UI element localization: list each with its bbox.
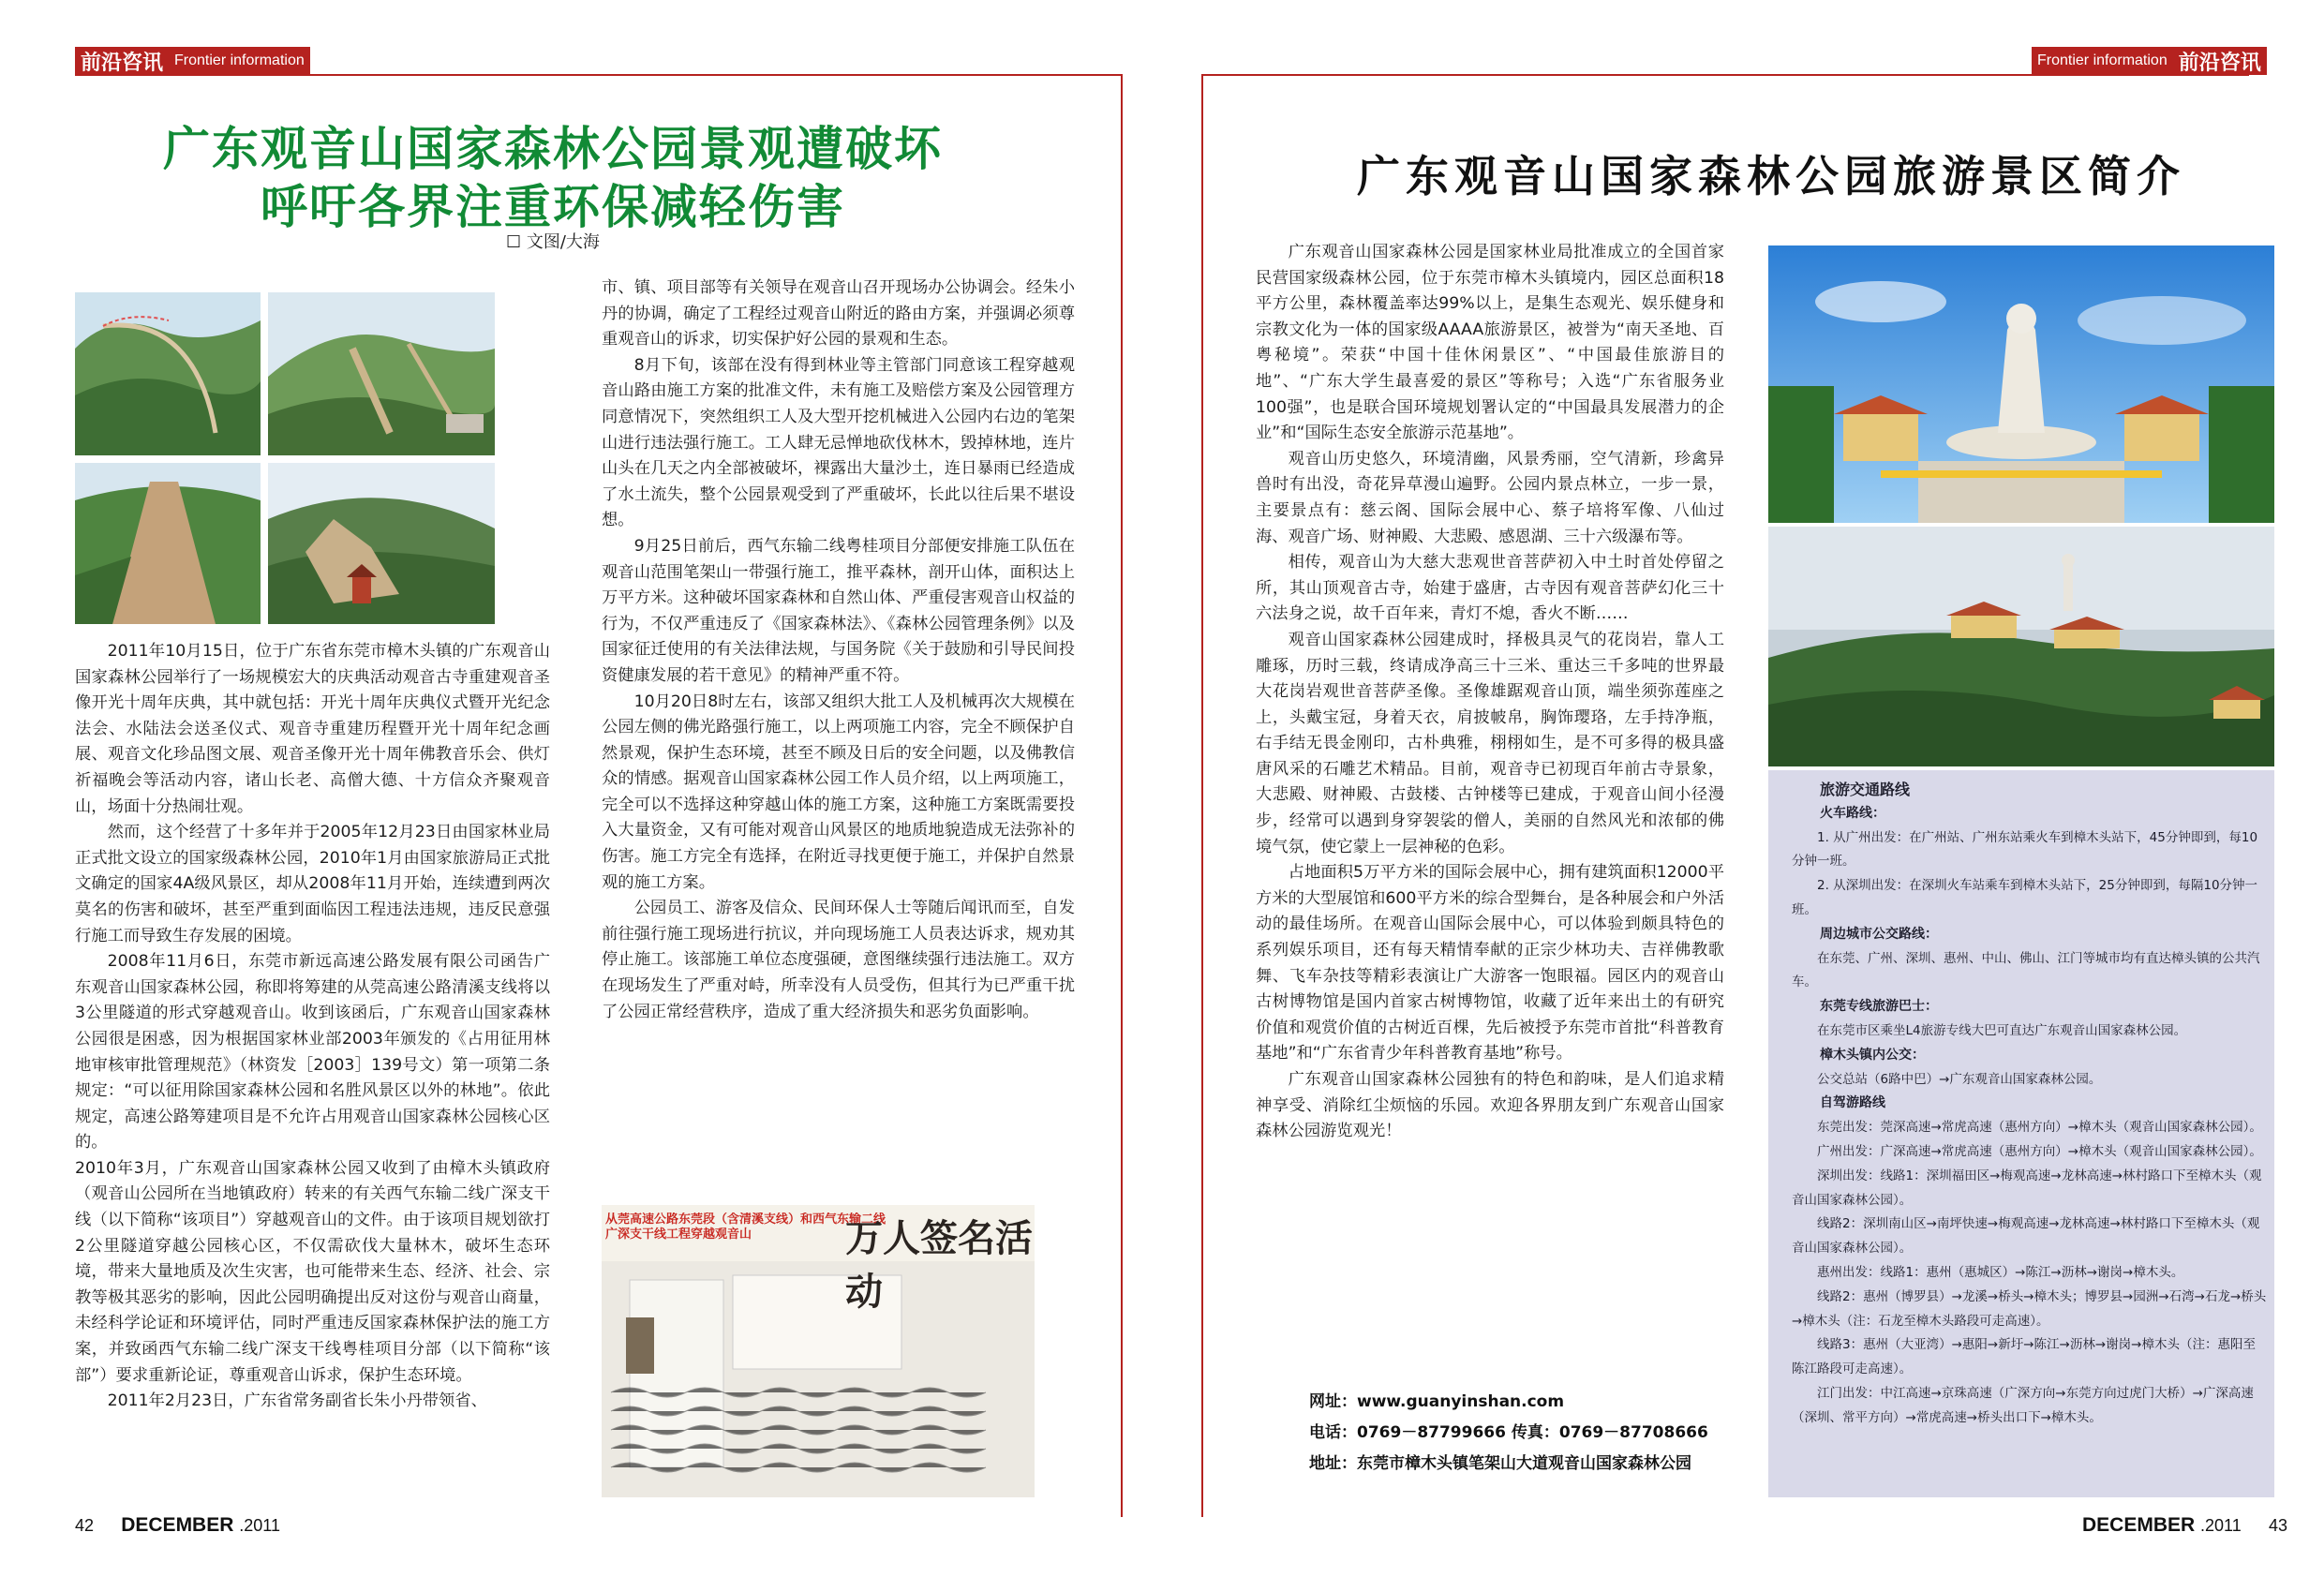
sz-drive-1: 深圳出发：线路1：深圳福田区→梅观高速→龙林高速→林村路口下至樟木头（观音山国家森林公园）。	[1792, 1168, 2262, 1208]
left-col2-para-4: 10月20日8时左右，该部又组织大批工人及机械再次大规模在公园左侧的佛光路强行施工，以上两项施工内容，完全不顾保护自然景观，保护生态环境，甚至不顾及日后的安全问题，以及佛教信众的情感。据观音山国家森林公园工作人员介绍，以上两项施工，完全可以不选择这种穿越山体的施工方案，这种施工方案既需要投入大量资金，又有可能对观音山风景区的地质地貌造成无法弥补的伤害。施工方完全有选择，在附近寻找更便于施工，并保护自然景观的施工方案。	[602, 692, 1075, 892]
right-footer-year: .2011	[2200, 1516, 2242, 1535]
transport-info	[1792, 778, 2268, 1431]
right-para-2: 观音山历史悠久，环境清幽，风景秀丽，空气清新，珍禽异兽时有出没，奇花异草漫山遍野。公园内景点林立，一步一景，主要景点有：慈云阁、国际会展中心、蔡子培将军像、八仙过海、观音广场、财神殿、大悲殿、感恩湖、三十六级瀑布等。	[1256, 449, 1724, 546]
left-header-rule	[75, 74, 1123, 76]
left-footer	[75, 1514, 280, 1537]
hz-drive-3: 线路3：惠州（大亚湾）→惠阳→新圩→陈江→沥林→谢岗→樟木头（注：惠阳至陈江路段可走高速）。	[1792, 1337, 2256, 1377]
contact-address: 地址：东莞市樟木头镇笔架山大道观音山国家森林公园	[1309, 1454, 1691, 1473]
left-column-2	[602, 275, 1075, 1025]
right-para-4: 观音山国家森林公园建成时，择极具灵气的花岗岩，靠人工雕琢，历时三载，终请成净高三十三米、重达三千多吨的世界最大花岗岩观世音菩萨圣像。圣像雄踞观音山顶，端坐须弥莲座之上，头戴宝冠，身着天衣，肩披帔帛，胸饰璎珞，左手持净瓶，右手结无畏金刚印，古朴典雅，栩栩如生，是不可多得的极具盛唐风采的石雕艺术精品。目前，观音寺已初现百年前古寺景象，大悲殿、财神殿、古鼓楼、古钟楼等已建成，于观音山间小径漫步，经常可以遇到身穿袈裟的僧人，美丽的自然风光和浓郁的佛境气氛，使它蒙上一层神秘的色彩。	[1256, 630, 1724, 856]
contact-info	[1309, 1387, 1708, 1480]
photo-guanyin-statue	[1768, 245, 2274, 523]
left-col1-para-4: 2010年3月，广东观音山国家森林公园又收到了由樟木头镇政府（观音山公园所在当地镇政府）转来的有关西气东输二线广深支干线（以下简称“该项目”）穿越观音山的文件。由于该项目规划欲打2公里隧道穿越公园核心区，不仅需砍伐大量林木，破坏生态环境，带来大量地质及次生灾害，也可能带来生态、经济、社会、宗教等极其恶劣的影响，因此公园明确提出反对这份与观音山商量，未经科学论证和环境评估，同时严重违反国家森林保护法的施工方案，并致函西气东输二线广深支干线粤桂项目分部（以下简称“该部”）要求重新论证，尊重观音山诉求，保护生态环境。	[75, 1158, 550, 1385]
dg-bus-text: 在东莞市区乘坐L4旅游专线大巴可直达广东观音山国家森林公园。	[1817, 1022, 2187, 1038]
drive-heading: 自驾游路线	[1820, 1095, 1885, 1111]
jm-drive: 江门出发：中江高速→京珠高速（广深方向→东莞方向过虎门大桥）→广深高速（深圳、常平方向）→常虎高速→桥头出口下→樟木头。	[1792, 1385, 2254, 1425]
train-route-1: 1. 从广州出发：在广州站、广州东站乘火车到樟木头站下，45分钟即到，每10分钟一班。	[1792, 829, 2258, 870]
transport-title: 旅游交通路线	[1820, 781, 1911, 798]
train-route-2: 2. 从深圳出发：在深圳火车站乘车到樟木头站下，25分钟即到，每隔10分钟一班。	[1792, 878, 2258, 917]
left-footer-year: .2011	[239, 1516, 280, 1535]
left-column-1	[75, 639, 550, 1415]
left-col1-para-2: 然而，这个经营了十多年并于2005年12月23日由国家林业局正式批文设立的国家级森林公园，2010年1月由国家旅游局正式批文确定的国家4A级风景区，却从2008年11月开始，连续遭到两次莫名的伤害和破坏，甚至严重到面临因工程违法违规，违反民意强行施工而导致生存发展的困境。	[75, 823, 550, 945]
right-section-tag	[2032, 47, 2267, 75]
left-tag-zh: 前沿咨讯	[81, 51, 164, 75]
zmt-bus-text: 公交总站（6路中巴）→广东观音山国家森林公园。	[1817, 1071, 2102, 1087]
photo-signature-campaign	[602, 1205, 1035, 1497]
photo-dirt-road	[75, 463, 261, 624]
right-para-3: 相传，观音山为大慈大悲观世音菩萨初入中土时首处停留之所，其山顶观音古寺，始建于盛唐，古寺因有观音菩萨幻化三十六法身之说，故千百年来，青灯不熄，香火不断……	[1256, 553, 1724, 624]
contact-phone: 电话：0769－87799666 传真：0769－87708666	[1309, 1423, 1708, 1442]
train-heading: 火车路线：	[1820, 805, 1885, 821]
left-col2-para-2: 8月下旬，该部在没有得到林业等主管部门同意该工程穿越观音山路由施工方案的批准文件，未有施工及赔偿方案及公园管理方同意情况下，突然组织工人及大型开挖机械进入公园内右边的笔架山进行违法强行施工。工人肆无忌惮地砍伐林木，毁掉林地，连片山头在几天之内全部被破坏，裸露出大量沙土，连日暴雨已经造成了水土流失，整个公园景观受到了严重破坏，长此以往后果不堪设想。	[602, 355, 1075, 530]
signature-red-banner: 从莞高速公路东莞段（含清溪支线）和西气东输二线广深支干线工程穿越观音山	[605, 1213, 886, 1242]
left-footer-month: DECEMBER	[121, 1514, 234, 1536]
contact-website: 网址：www.guanyinshan.com	[1309, 1392, 1565, 1411]
right-footer	[2082, 1514, 2287, 1537]
right-para-5: 占地面积5万平方米的国际会展中心，拥有建筑面积12000平方米的大型展馆和600平方米的综合型舞台，是各种展会和户外活动的最佳场所。在观音山国际会展中心，可以体验到颇具特色的系列娱乐项目，还有每天精情奉献的正宗少林功夫、吉祥佛教歌舞、飞车杂技等精彩表演让广大游客一饱眼福。园区内的观音山古树博物馆是国内首家古树博物馆，收藏了近年来出土的有研究价值和观赏价值的古树近百棵，先后被授予东莞市首批“科普教育基地”和“广东省青少年科普教育基地”称号。	[1256, 863, 1724, 1064]
right-tag-zh: 前沿咨讯	[2178, 51, 2261, 75]
right-article-title: 广东观音山国家森林公园旅游景区简介	[1357, 151, 2185, 201]
dg-bus-heading: 东莞专线旅游巴士：	[1820, 999, 1938, 1015]
signature-big-text: 万人签名活动	[845, 1216, 1033, 1314]
right-text-column	[1256, 240, 1724, 1145]
right-para-1: 广东观音山国家森林公园是国家林业局批准成立的全国首家民营国家级森林公园，位于东莞市樟木头镇境内，园区总面积18平方公里，森林覆盖率达99%以上，是集生态观光、娱乐健身和宗教文化为一体的国家级AAAA旅游景区，被誉为“南天圣地、百粤秘境”。荣获“中国十佳休闲景区”、“中国最佳旅游目的地”、“广东大学生最喜爱的景区”等称号；入选“广东省服务业100强”，也是联合国环境规划署认定的“中国最具发展潜力的企业”和“国际生态安全旅游示范基地”。	[1256, 243, 1724, 443]
right-header-rule	[1201, 74, 2249, 76]
right-page-number: 43	[2268, 1516, 2287, 1535]
left-col2-para-5: 公园员工、游客及信众、民间环保人士等随后闻讯而至，自发前往强行施工现场进行抗议，并向现场施工人员表达诉求，规劝其停止施工。该部施工单位态度强硬，意图继续强行违法施工。双方在现场发生了严重对峙，所幸没有人员受伤，但其行为已严重干扰了公园正常经营秩序，造成了重大经济损失和恶劣负面影响。	[602, 899, 1075, 1021]
right-footer-month: DECEMBER	[2082, 1514, 2196, 1536]
photo-temple-mist	[1768, 527, 2274, 766]
bus-text: 在东莞、广州、深圳、惠州、中山、佛山、江门等城市均有直达樟头镇的公共汽车。	[1792, 950, 2260, 990]
left-title-line-2: 呼吁各界注重环保减轻伤害	[261, 180, 845, 234]
right-page-rule	[1201, 74, 1203, 1517]
right-para-6: 广东观音山国家森林公园独有的特色和韵味，是人们追求精神享受、消除红尘烦恼的乐园。欢迎各界朋友到广东观音山国家森林公园游览观光！	[1256, 1070, 1724, 1141]
left-article-title	[141, 120, 965, 236]
left-title-line-1: 广东观音山国家森林公园景观遭破坏	[163, 122, 943, 176]
bus-heading: 周边城市公交路线：	[1820, 926, 1938, 942]
left-col2-para-3: 9月25日前后，西气东输二线粤桂项目分部便安排施工队伍在观音山范围笔架山一带强行施工，推平森林，剖开山体，面积达上万平方米。这种破坏国家森林和自然山体、严重侵害观音山权益的行为，不仅严重违反了《国家森林法》、《森林公园管理条例》以及国家征迁使用的有关法律法规，与国务院《关于鼓励和引导民间投资健康发展的若干意见》的精神严重不符。	[602, 536, 1075, 685]
left-col1-para-3: 2008年11月6日，东莞市新远高速公路发展有限公司函告广东观音山国家森林公园，称即将筹建的从莞高速公路清溪支线将以3公里隧道的形式穿越观音山。收到该函后，广东观音山国家森林公园很是困惑，因为根据国家林业部2003年颁发的《占用征用林地审核审批管理规范》（林资发［2003］139号文）第一项第二条规定：“可以征用除国家森林公园和名胜风景区以外的林地”。依此规定，高速公路筹建项目是不允许占用观音山国家森林公园核心区的。	[75, 952, 550, 1153]
hz-drive-2: 线路2：惠州（博罗县）→龙溪→桥头→樟木头；博罗县→园洲→石湾→石龙→桥头→樟木头（注：石龙至樟木头路段可走高速）。	[1792, 1288, 2267, 1329]
photo-pagoda	[268, 463, 495, 624]
dg-drive: 东莞出发：莞深高速→常虎高速（惠州方向）→樟木头（观音山国家森林公园）。	[1817, 1120, 2262, 1136]
right-tag-en: Frontier information	[2037, 52, 2168, 68]
byline: ☐ 文图/大海	[506, 232, 600, 252]
left-page-number: 42	[75, 1516, 95, 1535]
left-tag-en: Frontier information	[174, 52, 305, 68]
left-col1-para-1: 2011年10月15日，位于广东省东莞市樟木头镇的广东观音山国家森林公园举行了一场规模宏大的庆典活动观音古寺重建观音圣像开光十周年庆典，其中就包括：开光十周年庆典仪式暨开光纪念法会、水陆法会送圣仪式、观音寺重建历程暨开光十周年纪念画展、观音文化珍品图文展、观音圣像开光十周年佛教音乐会、供灯祈福晚会等活动内容，诸山长老、高僧大德、十方信众齐聚观音山，场面十分热闹壮观。	[75, 642, 550, 816]
gz-drive: 广州出发：广深高速→常虎高速（惠州方向）→樟木头（观音山国家森林公园）。	[1817, 1143, 2262, 1159]
sz-drive-2: 线路2：深圳南山区→南坪快速→梅观高速→龙林高速→林村路口下至樟木头（观音山国家森林公园）。	[1792, 1216, 2260, 1257]
zmt-bus-heading: 樟木头镇内公交：	[1820, 1047, 1925, 1063]
left-page-rule	[1121, 74, 1123, 1517]
left-section-tag	[75, 47, 310, 75]
left-col1-para-5: 2011年2月23日，广东省常务副省长朱小丹带领省、	[107, 1391, 487, 1411]
hz-drive-1: 惠州出发：线路1：惠州（惠城区）→陈江→沥林→谢岗→樟木头。	[1817, 1264, 2184, 1280]
left-col2-para-1: 市、镇、项目部等有关领导在观音山召开现场办公协调会。经朱小丹的协调，确定了工程经过观音山附近的路由方案，并强调必须尊重观音山的诉求，切实保护好公园的景观和生态。	[602, 278, 1075, 350]
photo-cleared-ridge-2	[268, 292, 495, 455]
photo-cleared-ridge-1	[75, 292, 261, 455]
